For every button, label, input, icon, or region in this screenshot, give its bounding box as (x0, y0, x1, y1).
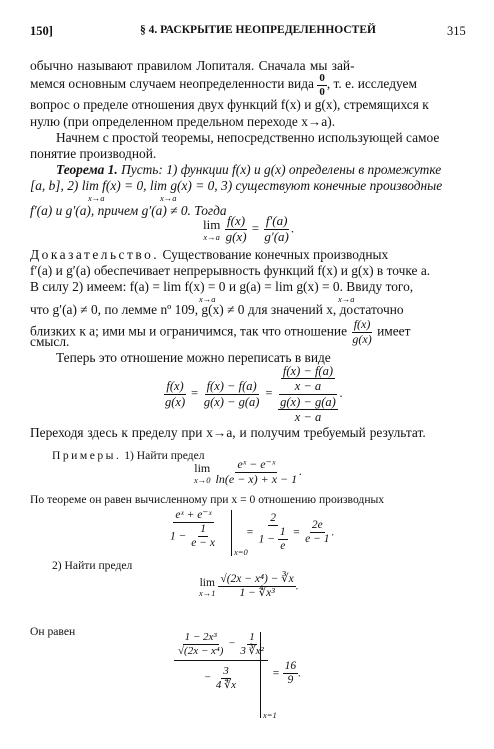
intro-line-2-text: мемся основным случаем неопределенности вида (30, 76, 318, 92)
ex2-r-num: 16 (283, 660, 299, 674)
ex2-minus: − (228, 637, 236, 650)
example-1-text: По теореме он равен вычисленному при x = 0 отношению производных (30, 493, 385, 506)
ex2-lim (199, 577, 216, 597)
example-1-intro: 1) Найти предел (121, 449, 205, 462)
ex1-r1-num: 2 (268, 512, 278, 526)
ratio-den: g(x) (225, 228, 247, 244)
ex1-deriv-num: eˣ + e⁻ˣ (173, 509, 213, 523)
eq2-lhs-den: g(x) (165, 394, 186, 409)
ex1-period: . (299, 464, 303, 479)
ex2-r-den: 9 (287, 674, 294, 687)
proof-line-4: что g′(a) ≠ 0, по лемме nº 109, g(x) ≠ 0 для значений x, достаточно (30, 302, 404, 317)
example-2-result: = $\frac{16}{9}$ . (272, 660, 302, 687)
ex2-deriv-frac (174, 631, 268, 692)
ex1-r1-den-frac (278, 526, 288, 553)
ex1-r1dfd: e (280, 540, 286, 553)
lim-operator (203, 217, 220, 241)
ex1-lim-text: lim (194, 460, 211, 475)
ex1-r1 (257, 512, 290, 554)
ratio-derivs (262, 214, 291, 245)
ex2-result-frac (283, 660, 299, 687)
ex1-eval-at: x=0 (234, 547, 248, 557)
example-1-limit (194, 458, 302, 487)
ex2-deriv-num (174, 631, 268, 661)
rewrite-formula (163, 364, 343, 425)
eq2-bdd: x − a (294, 410, 322, 425)
eq2-bnd: x − a (294, 379, 322, 394)
intro-line-1: обычно называют правилом Лопиталя. Сначала мы зай- (30, 58, 355, 73)
ex2-lim-sub: x→1 (199, 587, 216, 598)
example-2-intro: 2) Найти предел (52, 559, 133, 572)
ex2-dn-b-num: 1 (249, 631, 255, 643)
theorem-line-2: [a, b], 2) lim f(x) = 0, lim g(x) = 0, 3) существуют конечные производные (30, 178, 443, 193)
ex2-dd-num: 3 (223, 665, 229, 678)
lim-text: lim (203, 217, 221, 233)
eq2-big-den (276, 395, 340, 425)
examples-line-1 (52, 449, 205, 462)
proof-line-5 (30, 318, 410, 347)
ratio-num: f(x) (227, 213, 246, 228)
ex1-num: eˣ − e⁻ˣ (237, 457, 276, 471)
ex1-deriv-den-frac (189, 523, 217, 550)
ex1-eval-bar (231, 510, 232, 556)
eq2-period: . (339, 386, 343, 401)
intro-line-2 (30, 72, 417, 98)
example-1-derivatives (168, 509, 219, 551)
eq2-equals-1: = (190, 386, 199, 401)
example-2-derivatives (174, 631, 268, 692)
ex1-r2 (303, 519, 331, 546)
ex1-r2-num: 2e (310, 519, 325, 533)
example-1-result: = 2 1 − $\frac{1}{e}$ = $\frac{2e}{e - 1}$ . (246, 512, 335, 553)
ex2-dn-b-den: 3 ∛x² (240, 644, 264, 657)
eq2-bdn: g(x) − g(a) (280, 394, 336, 409)
ex1-deriv-den (168, 523, 219, 550)
ex2-deriv-den (202, 661, 240, 691)
frac-numerator: 0 (319, 72, 325, 84)
proof-word: Доказательство. (30, 247, 160, 262)
eq2-big-den-frac (278, 395, 338, 425)
proof-ratio-num: f(x) (353, 317, 371, 331)
ex1-lim (194, 461, 211, 484)
theorem-line-3: f′(a) и g′(a), причем g′(a) ≠ 0. Тогда (30, 203, 227, 218)
ex1-r1-den-a: 1 − (258, 533, 276, 546)
eq2-mid (202, 379, 262, 409)
eq2-lhs (163, 379, 187, 409)
ex1-eq-1: = (246, 526, 254, 539)
eq2-mid-num: f(x) − f(a) (206, 379, 257, 394)
ex2-den: 1 − ∜x³ (239, 587, 275, 600)
start-line-1: Начнем с простой теоремы, непосредственно использующей самое (56, 130, 440, 145)
ratio-fg (224, 214, 249, 245)
ex2-dd-den: 4 ∜x (215, 678, 237, 691)
intro-line-3: вопрос о пределе отношения двух функций f(x) и g(x), стремящихся к (30, 97, 429, 112)
theorem-title: Теорема 1. (56, 162, 118, 177)
ex2-dn-a-num: 1 − 2x³ (184, 631, 217, 643)
example-2-text: Он равен (30, 625, 76, 638)
ex1-ddfn: 1 (198, 523, 208, 537)
ex2-dd-frac (214, 665, 238, 691)
examples-word: Примеры. (52, 449, 122, 462)
eq2-mid-den: g(x) − g(a) (203, 394, 260, 409)
proof-text-5: близких к a; ими мы и ограничимся, так что отношение (30, 323, 351, 339)
theorem-lim-sub-1: x→a (88, 193, 105, 203)
theorem-formula (203, 214, 294, 245)
ex1-deriv-den-a: 1 − (170, 530, 187, 543)
proof-lim-sub-1: x→a (199, 294, 216, 304)
lim-sub: x→a (203, 232, 220, 243)
ex1-frac (214, 457, 303, 487)
proof-line-2: f′(a) и g′(a) обеспечивает непрерывность функций f(x) и g(x) в точке a. (30, 263, 431, 278)
ex1-r2-den: e − 1 (305, 533, 330, 546)
intro-line-2-tail: , т. е. исследуем (326, 76, 417, 92)
deriv-num: f′(a) (265, 213, 288, 228)
theorem-lim-sub-2: x→a (160, 193, 177, 203)
eq2-equals-2: = (264, 386, 274, 401)
page-number-right: 315 (447, 24, 466, 38)
proof-line-1 (30, 247, 388, 264)
running-header: § 4. РАСКРЫТИЕ НЕОПРЕДЕЛЕННОСТЕЙ (140, 24, 376, 36)
ex2-eval-at: x=1 (263, 710, 277, 720)
proof-text-1: Существование конечных производных (159, 247, 389, 262)
page-number-left: 150] (30, 24, 53, 38)
proof-ratio-den: g(x) (352, 331, 372, 346)
ex2-dd-minus: − (203, 671, 212, 684)
ex2-num: √(2x − x⁴) − ∛x (218, 573, 295, 587)
ex2-dn-a-den: √(2x − x⁴) (178, 644, 224, 657)
proof-line-7: Теперь это отношение можно переписать в виде (56, 350, 331, 365)
ex2-eq: = (272, 667, 280, 680)
ex1-den: ln(e − x) + x − 1 (215, 471, 298, 486)
ex2-dn-b (238, 631, 265, 657)
zero-over-zero (317, 72, 327, 98)
eq2-big-num (279, 364, 337, 395)
example-2-limit: lim x→1 $\frac{\text{√(2x − x⁴) − ∛x}}{\text{1 − ∜x³}}$ . (199, 573, 299, 600)
frac-denominator: 0 (319, 85, 325, 98)
ex1-deriv-frac (168, 509, 219, 551)
proof-line-3: В силу 2) имеем: f(a) = lim f(x) = 0 и g(a) = lim g(x) = 0. Ввиду того, (30, 279, 414, 294)
proof-text-5b: имеет (373, 323, 411, 339)
after-line: Переходя здесь к пределу при x→a, и получим требуемый результат. (30, 425, 426, 440)
proof-lim-sub-2: x→a (338, 294, 355, 304)
eq2-big-num-frac (281, 364, 335, 394)
eq2-bnn: f(x) − f(a) (282, 364, 333, 378)
start-line-2: понятие производной. (30, 146, 157, 161)
ex2-frac (218, 573, 295, 600)
ex1-ddfd: e − x (191, 537, 215, 550)
theorem-line-1 (56, 162, 441, 179)
intro-line-4: нулю (при определенном предельном переходе x→a). (30, 114, 336, 129)
ex2-eval-bar (260, 632, 261, 718)
formula-period: . (290, 220, 295, 236)
ex2-lim-text: lim (199, 576, 215, 589)
proof-ratio (350, 318, 373, 347)
ex1-eq-2: = (292, 526, 301, 539)
deriv-den: g′(a) (264, 228, 289, 244)
ex1-lim-sub: x→0 (194, 474, 211, 485)
equals-sign: = (251, 220, 260, 236)
eq2-lhs-num: f(x) (166, 379, 184, 394)
ex1-r1-den (257, 526, 290, 553)
proof-line-6: смысл. (30, 334, 70, 349)
ex2-dn-a (176, 631, 225, 657)
eq2-big (276, 364, 340, 425)
ex1-r1dfn: 1 (278, 526, 288, 540)
theorem-text-1: Пусть: 1) функции f(x) и g(x) определены в промежутке (117, 162, 442, 177)
